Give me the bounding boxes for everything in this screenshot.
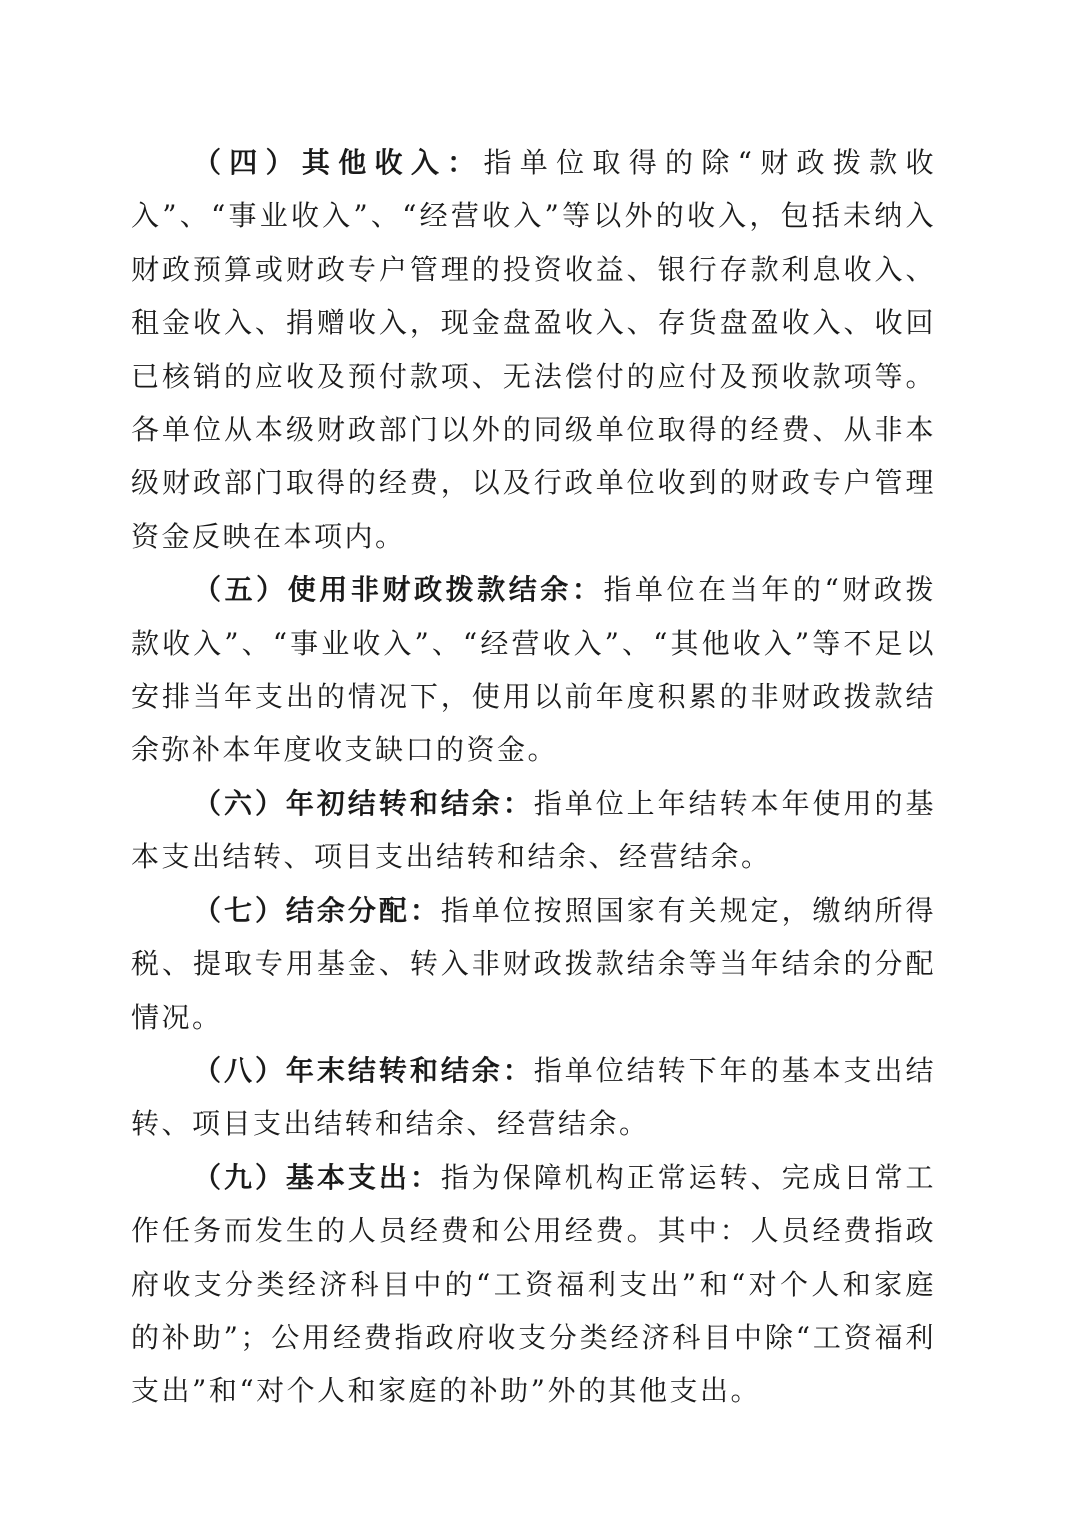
- paragraph-opening-carryover: [131, 777, 936, 884]
- paragraph-heading: （五）使用非财政拨款结余：: [193, 573, 604, 607]
- paragraph-year-end-carryover: [131, 1044, 936, 1151]
- paragraph-heading: （八）年末结转和结余：: [193, 1053, 534, 1087]
- paragraph-balance-distribution: [131, 884, 936, 1044]
- paragraph-heading: （九）基本支出：: [193, 1160, 441, 1194]
- paragraph-basic-expenditure: [131, 1151, 936, 1418]
- paragraph-text: 指单位在当年的“财政拨款收入”、“事业收入”、“经营收入”、“其他收入”等不足以安排当年支出的情况下，使用以前年度积累的非财政拨款结余弥补本年度收支缺口的资金。: [131, 573, 936, 767]
- paragraph-heading: （六）年初结转和结余：: [193, 786, 534, 820]
- paragraph-non-fiscal-balance: [131, 563, 936, 777]
- paragraph-text: 指为保障机构正常运转、完成日常工作任务而发生的人员经费和公用经费。其中：人员经费指政府收支分类经济科目中的“工资福利支出”和“对个人和家庭的补助”；公用经费指政府收支分类经济科目中除“工资福利支出”和“对个人和家庭的补助”外的其他支出。: [131, 1160, 936, 1408]
- paragraph-text: 指单位上年结转本年使用的基本支出结转、项目支出结转和结余、经营结余。: [131, 786, 936, 874]
- paragraph-text: 指单位取得的除“财政拨款收入”、“事业收入”、“经营收入”等以外的收入，包括未纳入财政预算或财政专户管理的投资收益、银行存款利息收入、租金收入、捐赠收入，现金盘盈收入、存货盘盈收入、收回已核销的应收及预付款项、无法偿付的应付及预收款项等。各单位从本级财政部门以外的同级单位取得的经费、从非本级财政部门取得的经费，以及行政单位收到的财政专户管理资金反映在本项内。: [131, 146, 936, 553]
- paragraph-text: 指单位按照国家有关规定，缴纳所得税、提取专用基金、转入非财政拨款结余等当年结余的分配情况。: [131, 893, 936, 1034]
- document-body: [131, 136, 936, 1418]
- paragraph-other-income: [131, 136, 936, 563]
- paragraph-heading: （七）结余分配：: [193, 893, 441, 927]
- paragraph-text: 指单位结转下年的基本支出结转、项目支出结转和结余、经营结余。: [131, 1053, 936, 1141]
- paragraph-heading: （四）其他收入：: [193, 146, 484, 179]
